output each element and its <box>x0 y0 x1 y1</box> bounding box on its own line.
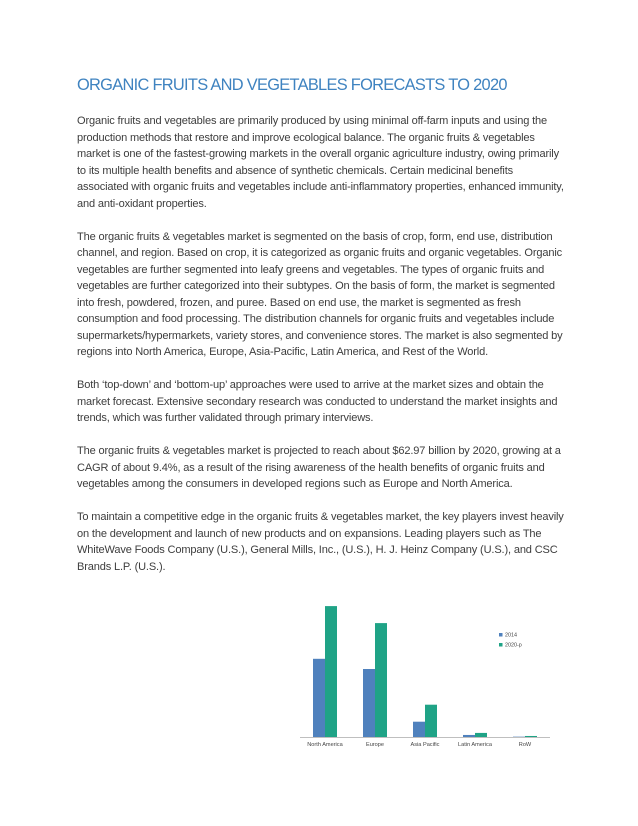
x-tick-label: Asia Pacific <box>410 742 440 748</box>
legend-label: 2020-p <box>505 642 522 649</box>
chart-svg <box>300 592 560 757</box>
x-tick-label: North America <box>307 742 343 748</box>
paragraph-projection: The organic fruits & vegetables market is projected to reach about $62.97 billion by 2020, growing at a CAGR of about 9.4%, as a result of the rising awareness of the health benefits of organic fruits and vegetables among the consumers in developed regions such as Europe and North America. <box>77 445 561 490</box>
bar-2020-p-europe <box>375 623 387 737</box>
market-bar-chart <box>300 592 560 757</box>
paragraph-approach: Both ‘top-down’ and ‘bottom-up’ approaches were used to arrive at the market sizes and obtain the market forecast. Extensive secondary research was conducted to understand the market insights and trends, which was further validated through primary interviews. <box>77 379 558 424</box>
bar-2014-asia-pacific <box>413 722 425 737</box>
x-tick-label: Europe <box>365 742 385 748</box>
x-tick-label: RoW <box>518 742 532 748</box>
legend-swatch <box>499 633 503 637</box>
bar-2014-north-america <box>313 659 325 737</box>
bar-2020-p-row <box>525 736 537 737</box>
bar-2014-europe <box>363 669 375 737</box>
bar-2020-p-latin-america <box>475 733 487 737</box>
legend-swatch <box>499 643 503 647</box>
x-tick-label: Latin America <box>458 742 492 748</box>
paragraph-segmentation: The organic fruits & vegetables market is segmented on the basis of crop, form, end use, distribution channel, and region. Based on crop, it is categorized as organic fruits and organic vegetables. Organic vegetables are further segmented into leafy greens and vegetables. The types of organic fruits and vegetables are further categorized into their subtypes. On the basis of form, the market is segmented into fresh, powdered, frozen, and puree. Based on end use, the market is segmented as fresh consumption and food processing. The distribution channels for organic fruits and vegetables include supermarkets/hypermarkets, variety stores, and convenience stores. The market is also segmented by regions into North America, Europe, Asia-Pacific, Latin America, and Rest of the World. <box>77 230 563 358</box>
legend-label: 2014 <box>505 632 517 639</box>
paragraph-key-players: To maintain a competitive edge in the organic fruits & vegetables market, the key players invest heavily on the development and launch of new products and on expansions. Leading players such as The WhiteWave Foods Company (U.S.), General Mills, Inc., (U.S.), H. J. Heinz Company (U.S.), and CSC Brands L.P. (U.S.). <box>77 511 564 573</box>
page-title: ORGANIC FRUITS AND VEGETABLES FORECASTS TO 2020 <box>77 76 507 94</box>
bar-2014-latin-america <box>463 735 475 737</box>
paragraph-intro: Organic fruits and vegetables are primarily produced by using minimal off-farm inputs and using the production methods that restore and improve ecological balance. The organic fruits & vegetables market is one of the fastest-growing markets in the overall organic agriculture industry, owing primarily to its multiple health benefits and absence of synthetic chemicals. Certain medicinal benefits associated with organic fruits and vegetables include anti-inflammatory properties, enhanced immunity, and anti-oxidant properties. <box>77 115 564 210</box>
body-text <box>77 113 567 592</box>
bar-2020-p-north-america <box>325 606 337 737</box>
bar-2020-p-asia-pacific <box>425 705 437 737</box>
